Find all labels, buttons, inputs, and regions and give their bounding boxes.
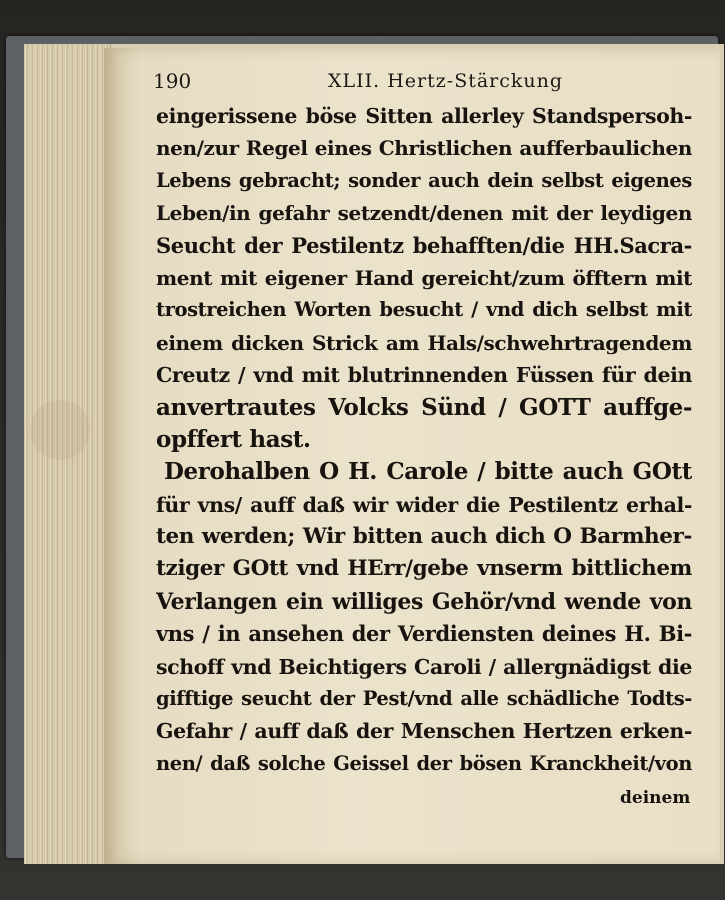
text-line: nen/ daß solche Geissel der bösen Kranckheit/von bbox=[156, 751, 692, 775]
text-line: anvertrautes Volcks Sünd / GOTT auffge- bbox=[156, 393, 692, 421]
text-line: einem dicken Strick am Hals/schwehrtragendem bbox=[156, 330, 692, 355]
text-line: opffert hast. bbox=[156, 425, 311, 453]
text-line: nen/zur Regel eines Christlichen aufferbaulichen bbox=[156, 136, 692, 161]
text-line: Creutz / vnd mit blutrinnenden Füssen für dein bbox=[156, 363, 692, 388]
text-line: trostreichen Worten besucht / vnd dich selbst mit bbox=[156, 298, 692, 322]
text-line: Leben/in gefahr setzendt/denen mit der leydigen bbox=[156, 201, 692, 226]
ink-stain bbox=[30, 400, 90, 460]
text-line: ten werden; Wir bitten auch dich O Barmher- bbox=[156, 524, 692, 550]
text-line: Lebens gebracht; sonder auch dein selbst eigenes bbox=[156, 168, 692, 192]
text-line: schoff vnd Beichtigers Caroli / allergnädigst die bbox=[156, 654, 692, 679]
text-line: Seucht der Pestilentz behafften/die HH.Sacra- bbox=[156, 232, 692, 258]
text-line: Gefahr / auff daß der Menschen Hertzen erken- bbox=[156, 719, 692, 744]
text-line: tziger GOtt vnd HErr/gebe vnserm bittlichem bbox=[156, 556, 692, 582]
text-line: eingerissene böse Sitten allerley Standspersoh- bbox=[156, 104, 692, 128]
page-number: 190 bbox=[153, 69, 192, 93]
body-text bbox=[156, 100, 692, 780]
text-line: Derohalben O H. Carole / bitte auch GOtt bbox=[164, 458, 692, 486]
catchword: deinem bbox=[620, 788, 691, 808]
running-title: XLII. Hertz-Stärckung bbox=[328, 70, 564, 92]
text-line: ment mit eigener Hand gereicht/zum öfftern mit bbox=[156, 265, 692, 290]
text-line: für vns/ auff daß wir wider die Pestilentz erhal- bbox=[156, 492, 692, 517]
page-header bbox=[153, 66, 573, 96]
text-line: vns / in ansehen der Verdiensten deines H. Bi- bbox=[156, 621, 692, 647]
text-line: gifftige seucht der Pest/vnd alle schädliche Todts- bbox=[156, 687, 692, 711]
text-line: Verlangen ein williges Gehör/vnd wende von bbox=[156, 588, 692, 615]
